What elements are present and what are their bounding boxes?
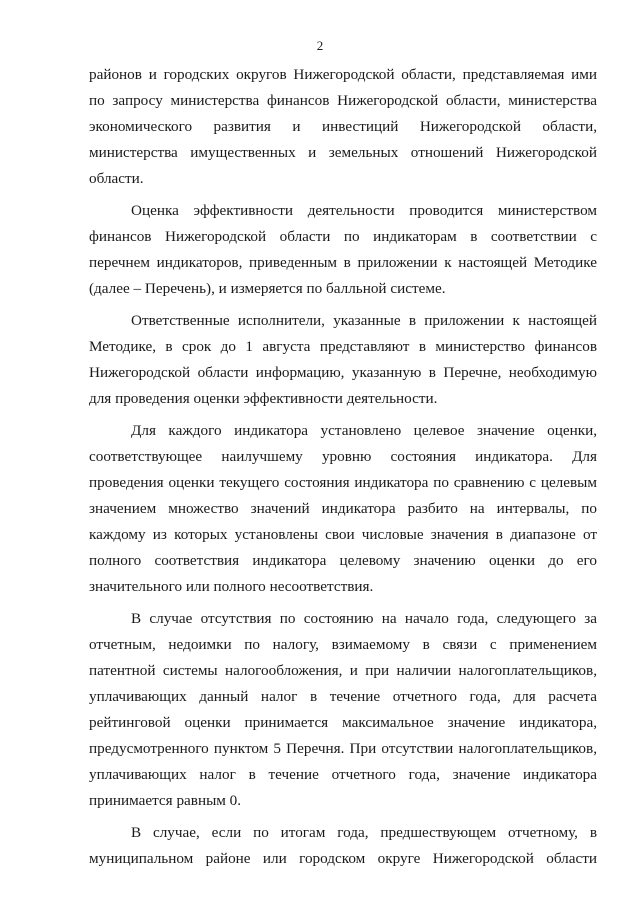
- paragraph: [89, 308, 597, 412]
- paragraph: [89, 62, 597, 192]
- document-body: [89, 62, 597, 872]
- paragraph: [89, 418, 597, 600]
- text-line: соответствующее наилучшему уровню состояния индикатора. Для: [89, 448, 597, 465]
- text-line: министерства имущественных и земельных отношений Нижегородской: [89, 144, 597, 161]
- text-line: Ответственные исполнители, указанные в приложении к настоящей: [131, 312, 597, 329]
- text-line: для проведения оценки эффективности деятельности.: [89, 390, 438, 407]
- text-line: экономического развития и инвестиций Нижегородской области,: [89, 118, 597, 135]
- text-line: Оценка эффективности деятельности проводится министерством: [131, 202, 597, 219]
- text-line: рейтинговой оценки принимается максимальное значение индикатора,: [89, 714, 597, 731]
- text-line: Методике, в срок до 1 августа представляют в министерство финансов: [89, 338, 597, 355]
- text-line: В случае отсутствия по состоянию на начало года, следующего за: [131, 610, 597, 627]
- text-line: значением множество значений индикатора разбито на интервалы, по: [89, 500, 597, 517]
- text-line: районов и городских округов Нижегородской области, представляемая ими: [89, 66, 597, 83]
- text-line: значительного или полного несоответствия.: [89, 578, 374, 595]
- text-line: (далее – Перечень), и измеряется по балльной системе.: [89, 280, 446, 297]
- text-line: уплачивающих налог в течение отчетного года, значение индикатора: [89, 766, 597, 783]
- text-line: муниципальном районе или городском округе Нижегородской области: [89, 850, 597, 867]
- text-line: финансов Нижегородской области по индикаторам в соответствии с: [89, 228, 597, 245]
- text-line: проведения оценки текущего состояния индикатора по сравнению с целевым: [89, 474, 597, 491]
- text-line: области.: [89, 170, 144, 187]
- text-line: перечнем индикаторов, приведенным в приложении к настоящей Методике: [89, 254, 597, 271]
- paragraph: [89, 606, 597, 814]
- text-line: Нижегородской области информацию, указанную в Перечне, необходимую: [89, 364, 597, 381]
- paragraph: [89, 198, 597, 302]
- text-line: по запросу министерства финансов Нижегородской области, министерства: [89, 92, 597, 109]
- text-line: полного соответствия индикатора целевому значению оценки до его: [89, 552, 597, 569]
- text-line: отчетным, недоимки по налогу, взимаемому в связи с применением: [89, 636, 597, 653]
- text-line: патентной системы налогообложения, и при наличии налогоплательщиков,: [89, 662, 597, 679]
- text-line: принимается равным 0.: [89, 792, 242, 809]
- text-line: каждому из которых установлены свои числовые значения в диапазоне от: [89, 526, 597, 543]
- text-line: В случае, если по итогам года, предшествующем отчетному, в: [131, 824, 597, 841]
- page-number: 2: [316, 38, 324, 53]
- text-line: Для каждого индикатора установлено целевое значение оценки,: [131, 422, 597, 439]
- text-line: предусмотренного пунктом 5 Перечня. При отсутствии налогоплательщиков,: [89, 740, 597, 757]
- paragraph: [89, 820, 597, 872]
- text-line: уплачивающих данный налог в течение отчетного года, для расчета: [89, 688, 597, 705]
